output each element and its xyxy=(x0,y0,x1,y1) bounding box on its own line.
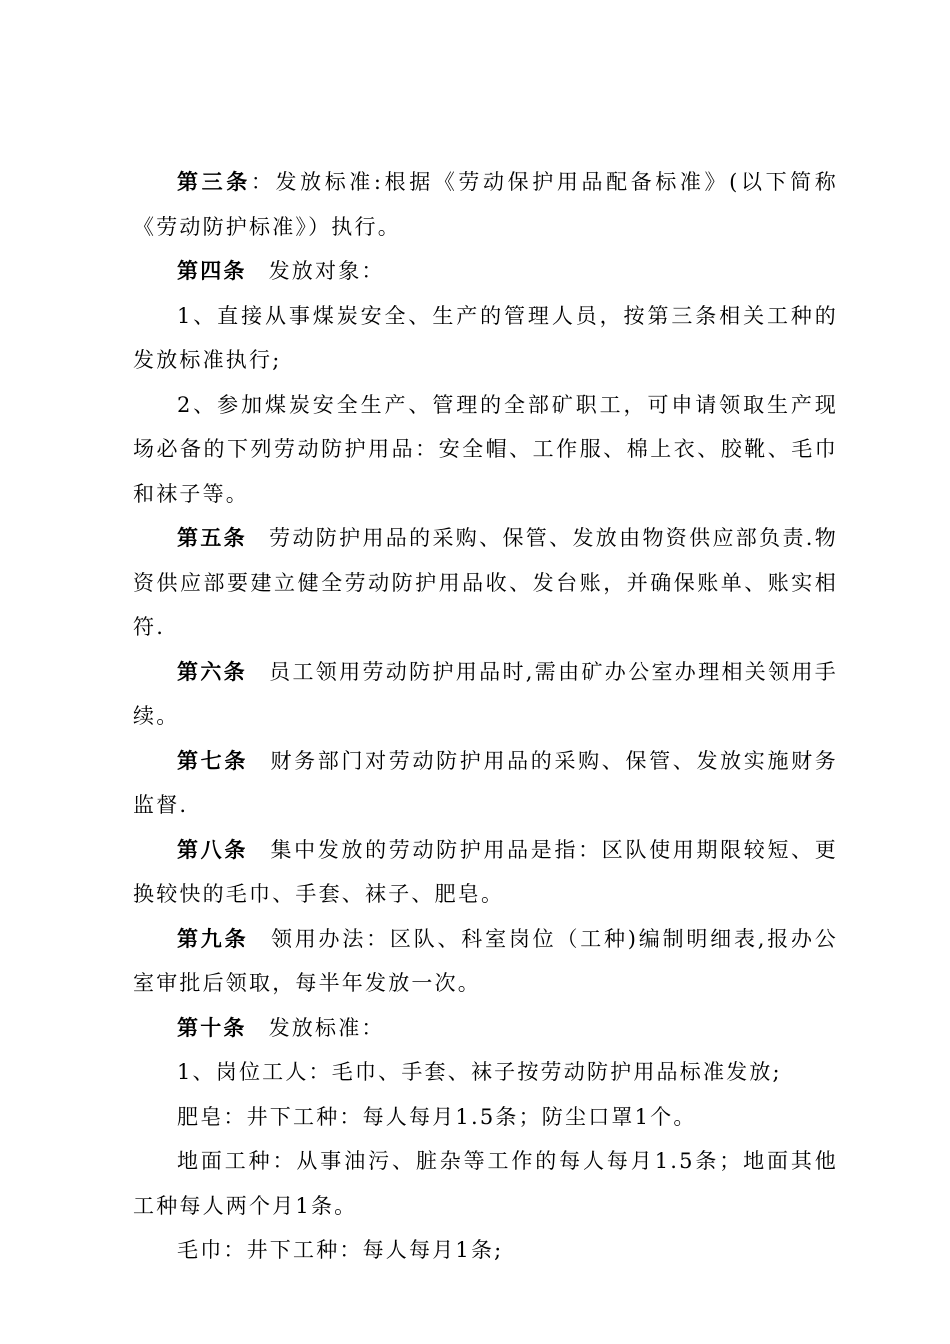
paragraph-text: 员工领用劳动防护用品时,需由矿办公室办理相关领用手续。 xyxy=(133,659,838,728)
document-body xyxy=(133,160,838,1273)
paragraph-text: 财务部门对劳动防护用品的采购、保管、发放实施财务监督. xyxy=(133,748,838,817)
paragraph-text: 发放标准： xyxy=(268,1015,385,1040)
paragraph-text: 领用办法：区队、科室岗位（工种)编制明细表,报办公室审批后领取，每半年发放一次。 xyxy=(133,926,838,995)
paragraph-article-10 xyxy=(133,1006,838,1051)
paragraph-article-6 xyxy=(133,650,838,739)
article-separator: ： xyxy=(250,170,276,194)
paragraph-item-2 xyxy=(133,383,838,517)
paragraph-standard-1 xyxy=(133,1050,838,1095)
paragraph-towel xyxy=(133,1228,838,1273)
paragraph-text: 1、岗位工人：毛巾、手套、袜子按劳动防护用品标准发放; xyxy=(177,1060,782,1084)
article-heading: 第八条 xyxy=(177,836,248,862)
paragraph-text: 发放标准:根据《劳动保护用品配备标准》(以下简称《劳动防护标准》）执行。 xyxy=(133,170,838,239)
paragraph-text: 2、参加煤炭安全生产、管理的全部矿职工，可申请领取生产现场必备的下列劳动防护用品：安全帽、工作服、棉上衣、胶靴、毛巾和袜子等。 xyxy=(133,392,838,506)
paragraph-article-3 xyxy=(133,160,838,249)
paragraph-item-1 xyxy=(133,294,838,383)
paragraph-article-8 xyxy=(133,828,838,917)
article-heading: 第五条 xyxy=(177,525,247,550)
paragraph-article-4 xyxy=(133,249,838,294)
paragraph-text: 地面工种：从事油污、脏杂等工作的每人每月1.5条；地面其他工种每人两个月1条。 xyxy=(133,1149,838,1218)
paragraph-article-9 xyxy=(133,917,838,1006)
paragraph-article-7 xyxy=(133,739,838,828)
paragraph-text: 集中发放的劳动防护用品是指：区队使用期限较短、更换较快的毛巾、手套、袜子、肥皂。 xyxy=(133,837,838,906)
paragraph-text: 劳动防护用品的采购、保管、发放由物资供应部负责.物资供应部要建立健全劳动防护用品收、发台账，并确保账单、账实相符. xyxy=(133,526,838,639)
paragraph-article-5 xyxy=(133,516,838,650)
article-heading: 第六条 xyxy=(177,658,247,684)
paragraph-text: 发放对象： xyxy=(268,259,385,283)
article-heading: 第十条 xyxy=(177,1014,247,1040)
paragraph-text: 1、直接从事煤炭安全、生产的管理人员，按第三条相关工种的发放标准执行; xyxy=(133,303,838,372)
paragraph-ground-work xyxy=(133,1139,838,1228)
paragraph-soap xyxy=(133,1095,838,1140)
article-heading: 第三条 xyxy=(177,169,251,194)
paragraph-text: 肥皂：井下工种：每人每月1.5条；防尘口罩1个。 xyxy=(177,1104,697,1129)
paragraph-text: 毛巾：井下工种：每人每月1条; xyxy=(177,1238,504,1262)
article-heading: 第九条 xyxy=(177,925,249,951)
article-heading: 第四条 xyxy=(177,258,247,283)
article-heading: 第七条 xyxy=(177,747,248,773)
